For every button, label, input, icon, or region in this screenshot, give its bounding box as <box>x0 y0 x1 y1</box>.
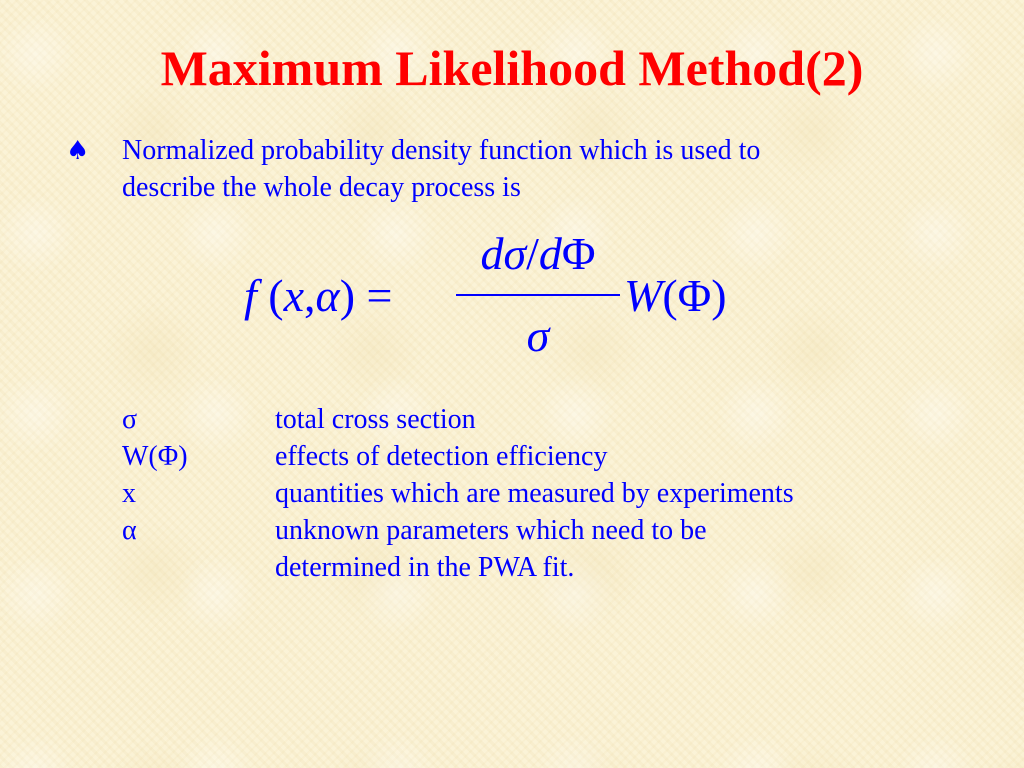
definition-row <box>122 512 942 586</box>
formula-open-paren: ( <box>256 270 284 321</box>
bullet-line-2: describe the whole decay process is <box>122 172 521 203</box>
formula-num-d2: d <box>538 228 562 279</box>
bullet-line-1: Normalized probability density function which is used to <box>122 135 761 166</box>
formula-num-sigma: σ <box>503 228 527 279</box>
definition-description <box>275 438 607 475</box>
formula-w-args: (Φ) <box>662 270 727 321</box>
definition-symbol: α <box>122 515 137 546</box>
definition-line: unknown parameters which need to be <box>275 515 707 546</box>
definition-symbol: σ <box>122 404 138 435</box>
formula-comma: , <box>304 270 316 321</box>
formula-rhs <box>624 268 727 324</box>
formula-numerator <box>456 226 620 282</box>
slide-title: Maximum Likelihood Method(2) <box>160 40 864 96</box>
formula-num-d1: d <box>480 228 504 279</box>
definition-description <box>275 512 707 586</box>
formula-lhs <box>244 268 392 324</box>
formula-close-equals: ) = <box>339 270 393 321</box>
formula-num-slash: / <box>526 228 539 279</box>
pdf-formula <box>240 222 780 372</box>
formula-w: W <box>624 270 663 321</box>
formula-den-sigma: σ <box>526 310 550 361</box>
bullet-text <box>122 132 942 206</box>
formula-f: f <box>244 270 257 321</box>
definition-row <box>122 475 942 512</box>
definition-line: quantities which are measured by experiments <box>275 478 794 509</box>
formula-fraction <box>456 222 620 372</box>
formula-alpha: α <box>315 270 340 321</box>
definitions-list <box>122 401 942 586</box>
definition-description <box>275 475 794 512</box>
spade-icon: ♠ <box>66 136 90 166</box>
definition-description <box>275 401 476 438</box>
definition-line: determined in the PWA fit. <box>275 552 575 583</box>
definition-row <box>122 438 942 475</box>
definition-row <box>122 401 942 438</box>
fraction-bar <box>456 294 620 296</box>
formula-x: x <box>283 270 305 321</box>
formula-num-phi: Φ <box>561 228 596 279</box>
definition-line: total cross section <box>275 404 476 435</box>
definition-symbol: W(Φ) <box>122 441 188 472</box>
definition-line: effects of detection efficiency <box>275 441 608 472</box>
definition-symbol: x <box>122 478 136 509</box>
formula-denominator <box>456 308 620 364</box>
